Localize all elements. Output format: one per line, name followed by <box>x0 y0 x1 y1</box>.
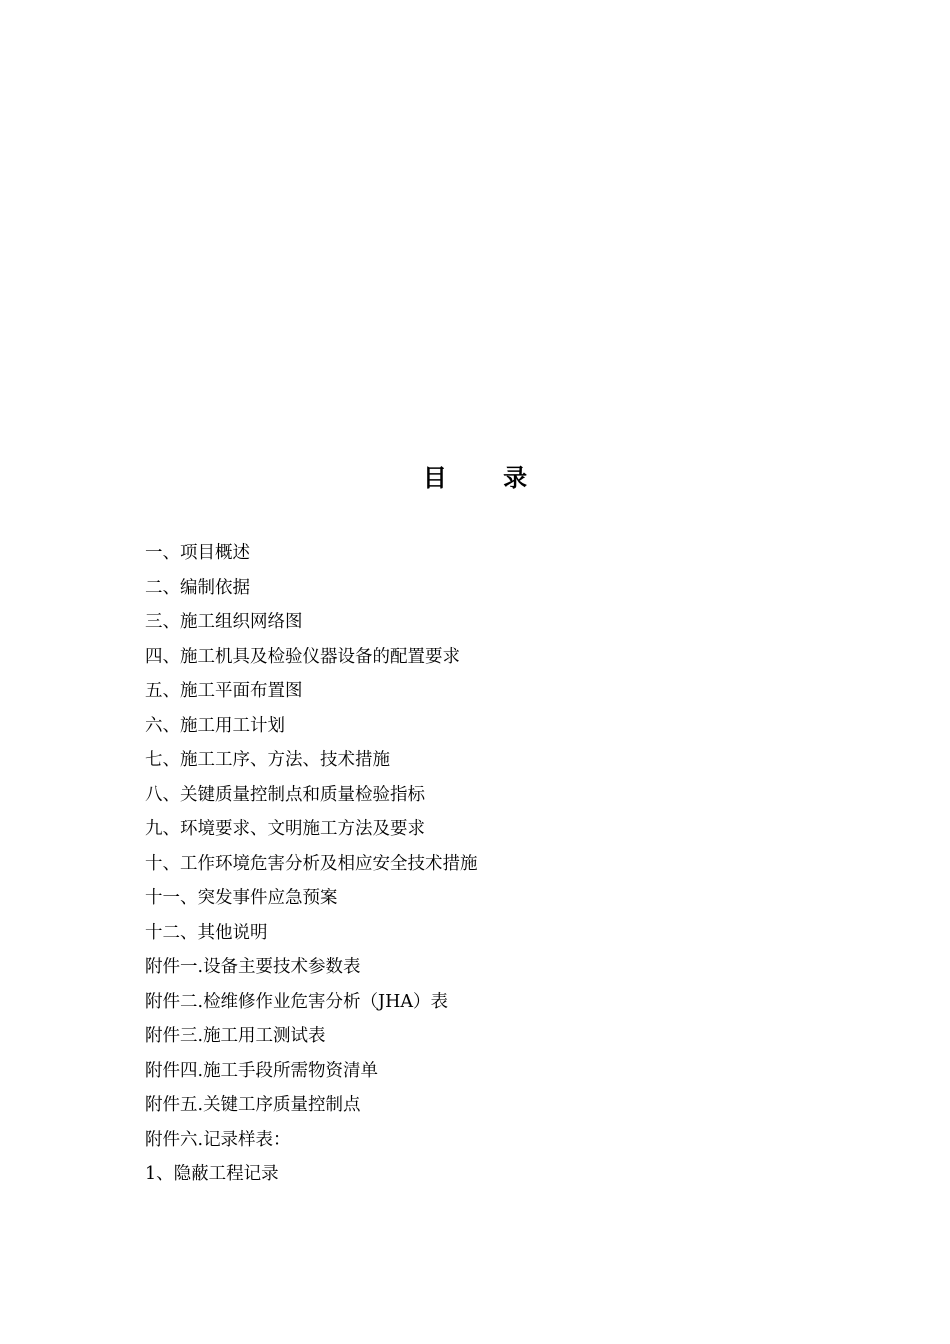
toc-item: 六、施工用工计划 <box>145 715 285 736</box>
toc-item: 二、编制依据 <box>145 577 250 598</box>
toc-item: 附件一.设备主要技术参数表 <box>145 957 361 977</box>
toc-item: 附件三.施工用工测试表 <box>145 1026 326 1046</box>
toc-item: 三、施工组织网络图 <box>145 612 303 632</box>
toc-item: 七、施工工序、方法、技术措施 <box>145 750 390 770</box>
toc-item: 五、施工平面布置图 <box>145 681 303 701</box>
toc-list <box>145 536 478 1192</box>
toc-item: 附件五.关键工序质量控制点 <box>145 1095 361 1115</box>
toc-item: 四、施工机具及检验仪器设备的配置要求 <box>145 646 460 667</box>
toc-item: 九、环境要求、文明施工方法及要求 <box>145 819 425 839</box>
toc-item: 附件六.记录样表： <box>145 1129 291 1150</box>
toc-item: 附件四.施工手段所需物资清单 <box>145 1060 379 1081</box>
toc-item: 附件二.检维修作业危害分析（JHA）表 <box>145 991 448 1012</box>
toc-item: 一、项目概述 <box>145 543 250 563</box>
toc-item: 1、隐蔽工程记录 <box>145 1164 279 1184</box>
toc-item: 十二、其他说明 <box>145 922 268 943</box>
toc-item: 十、工作环境危害分析及相应安全技术措施 <box>145 853 478 874</box>
toc-item: 八、关键质量控制点和质量检验指标 <box>145 784 425 805</box>
toc-title: 目 录 <box>422 463 552 492</box>
toc-item: 十一、突发事件应急预案 <box>145 888 338 908</box>
